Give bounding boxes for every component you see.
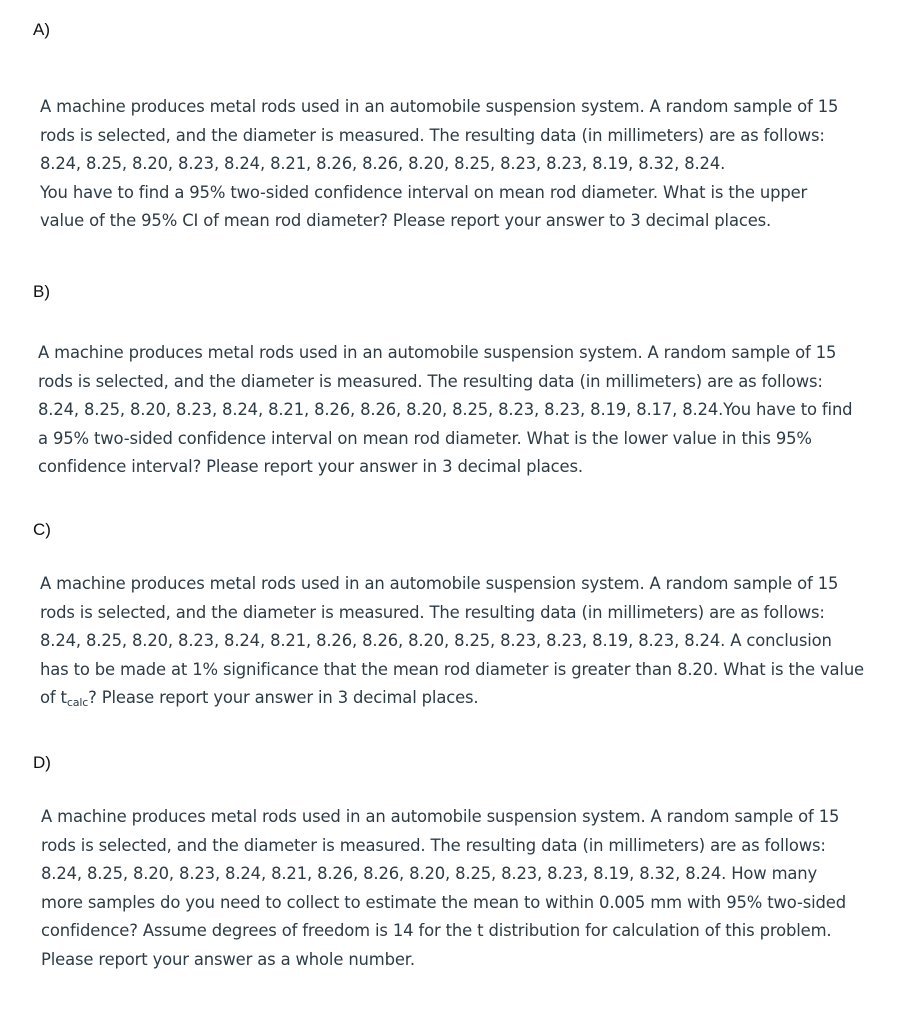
question-b-line-1: A machine produces metal rods used in an automobile suspension system. A random sample of 15 — [38, 343, 837, 362]
question-c-line-4: has to be made at 1% significance that the mean rod diameter is greater than 8.20. What is the value — [40, 659, 864, 679]
question-a-line-3: 8.24, 8.25, 8.20, 8.23, 8.24, 8.21, 8.26, 8.26, 8.20, 8.25, 8.23, 8.23, 8.19, 8.32, 8.24. — [40, 154, 726, 174]
question-c-line-5 — [40, 684, 864, 713]
question-a-label: A) — [33, 20, 50, 39]
question-d-line-6: Please report your answer as a whole number. — [41, 949, 415, 969]
question-c-text — [40, 570, 864, 713]
question-c-line-5-prefix: of t — [40, 688, 67, 708]
question-c-line-1: A machine produces metal rods used in an automobile suspension system. A random sample of 15 — [40, 574, 839, 593]
question-a-line-1: A machine produces metal rods used in an automobile suspension system. A random sample of 15 — [40, 97, 839, 116]
question-d-text — [41, 803, 846, 975]
question-a-line-4: You have to find a 95% two-sided confidence interval on mean rod diameter. What is the upper — [40, 182, 808, 202]
question-b-line-3: 8.24, 8.25, 8.20, 8.23, 8.24, 8.21, 8.26, 8.26, 8.20, 8.25, 8.23, 8.23, 8.19, 8.17, 8.24.You have to find — [38, 400, 853, 420]
question-b-line-5: confidence interval? Please report your answer in 3 decimal places. — [38, 457, 583, 477]
question-c-label: C) — [33, 520, 51, 539]
question-d-line-5: confidence? Assume degrees of freedom is 14 for the t distribution for calculation of this problem. — [41, 921, 832, 941]
question-d-line-4: more samples do you need to collect to estimate the mean to within 0.005 mm with 95% two-sided — [41, 892, 846, 912]
question-b-text — [38, 339, 852, 482]
question-b-line-4: a 95% two-sided confidence interval on mean rod diameter. What is the lower value in this 95% — [38, 428, 812, 448]
question-c-line-5-suffix: ? Please report your answer in 3 decimal places. — [88, 688, 479, 708]
question-b-label: B) — [33, 282, 50, 301]
question-c-line-2: rods is selected, and the diameter is measured. The resulting data (in millimeters) are as follows: — [40, 602, 825, 622]
question-a-line-5: value of the 95% CI of mean rod diameter? Please report your answer to 3 decimal places. — [40, 211, 772, 231]
question-a-text — [40, 93, 838, 236]
question-b-line-2: rods is selected, and the diameter is measured. The resulting data (in millimeters) are as follows: — [38, 371, 823, 391]
question-d-line-1: A machine produces metal rods used in an automobile suspension system. A random sample of 15 — [41, 807, 840, 826]
question-c-line-3: 8.24, 8.25, 8.20, 8.23, 8.24, 8.21, 8.26, 8.26, 8.20, 8.25, 8.23, 8.23, 8.19, 8.23, 8.24. A conclusion — [40, 631, 832, 651]
question-a-line-2: rods is selected, and the diameter is measured. The resulting data (in millimeters) are as follows: — [40, 125, 825, 145]
t-calc-subscript: calc — [66, 696, 89, 710]
question-d-label: D) — [33, 753, 51, 772]
question-d-line-2: rods is selected, and the diameter is measured. The resulting data (in millimeters) are as follows: — [41, 835, 826, 855]
question-d-line-3: 8.24, 8.25, 8.20, 8.23, 8.24, 8.21, 8.26, 8.26, 8.20, 8.25, 8.23, 8.23, 8.19, 8.32, 8.24. How many — [41, 864, 818, 884]
